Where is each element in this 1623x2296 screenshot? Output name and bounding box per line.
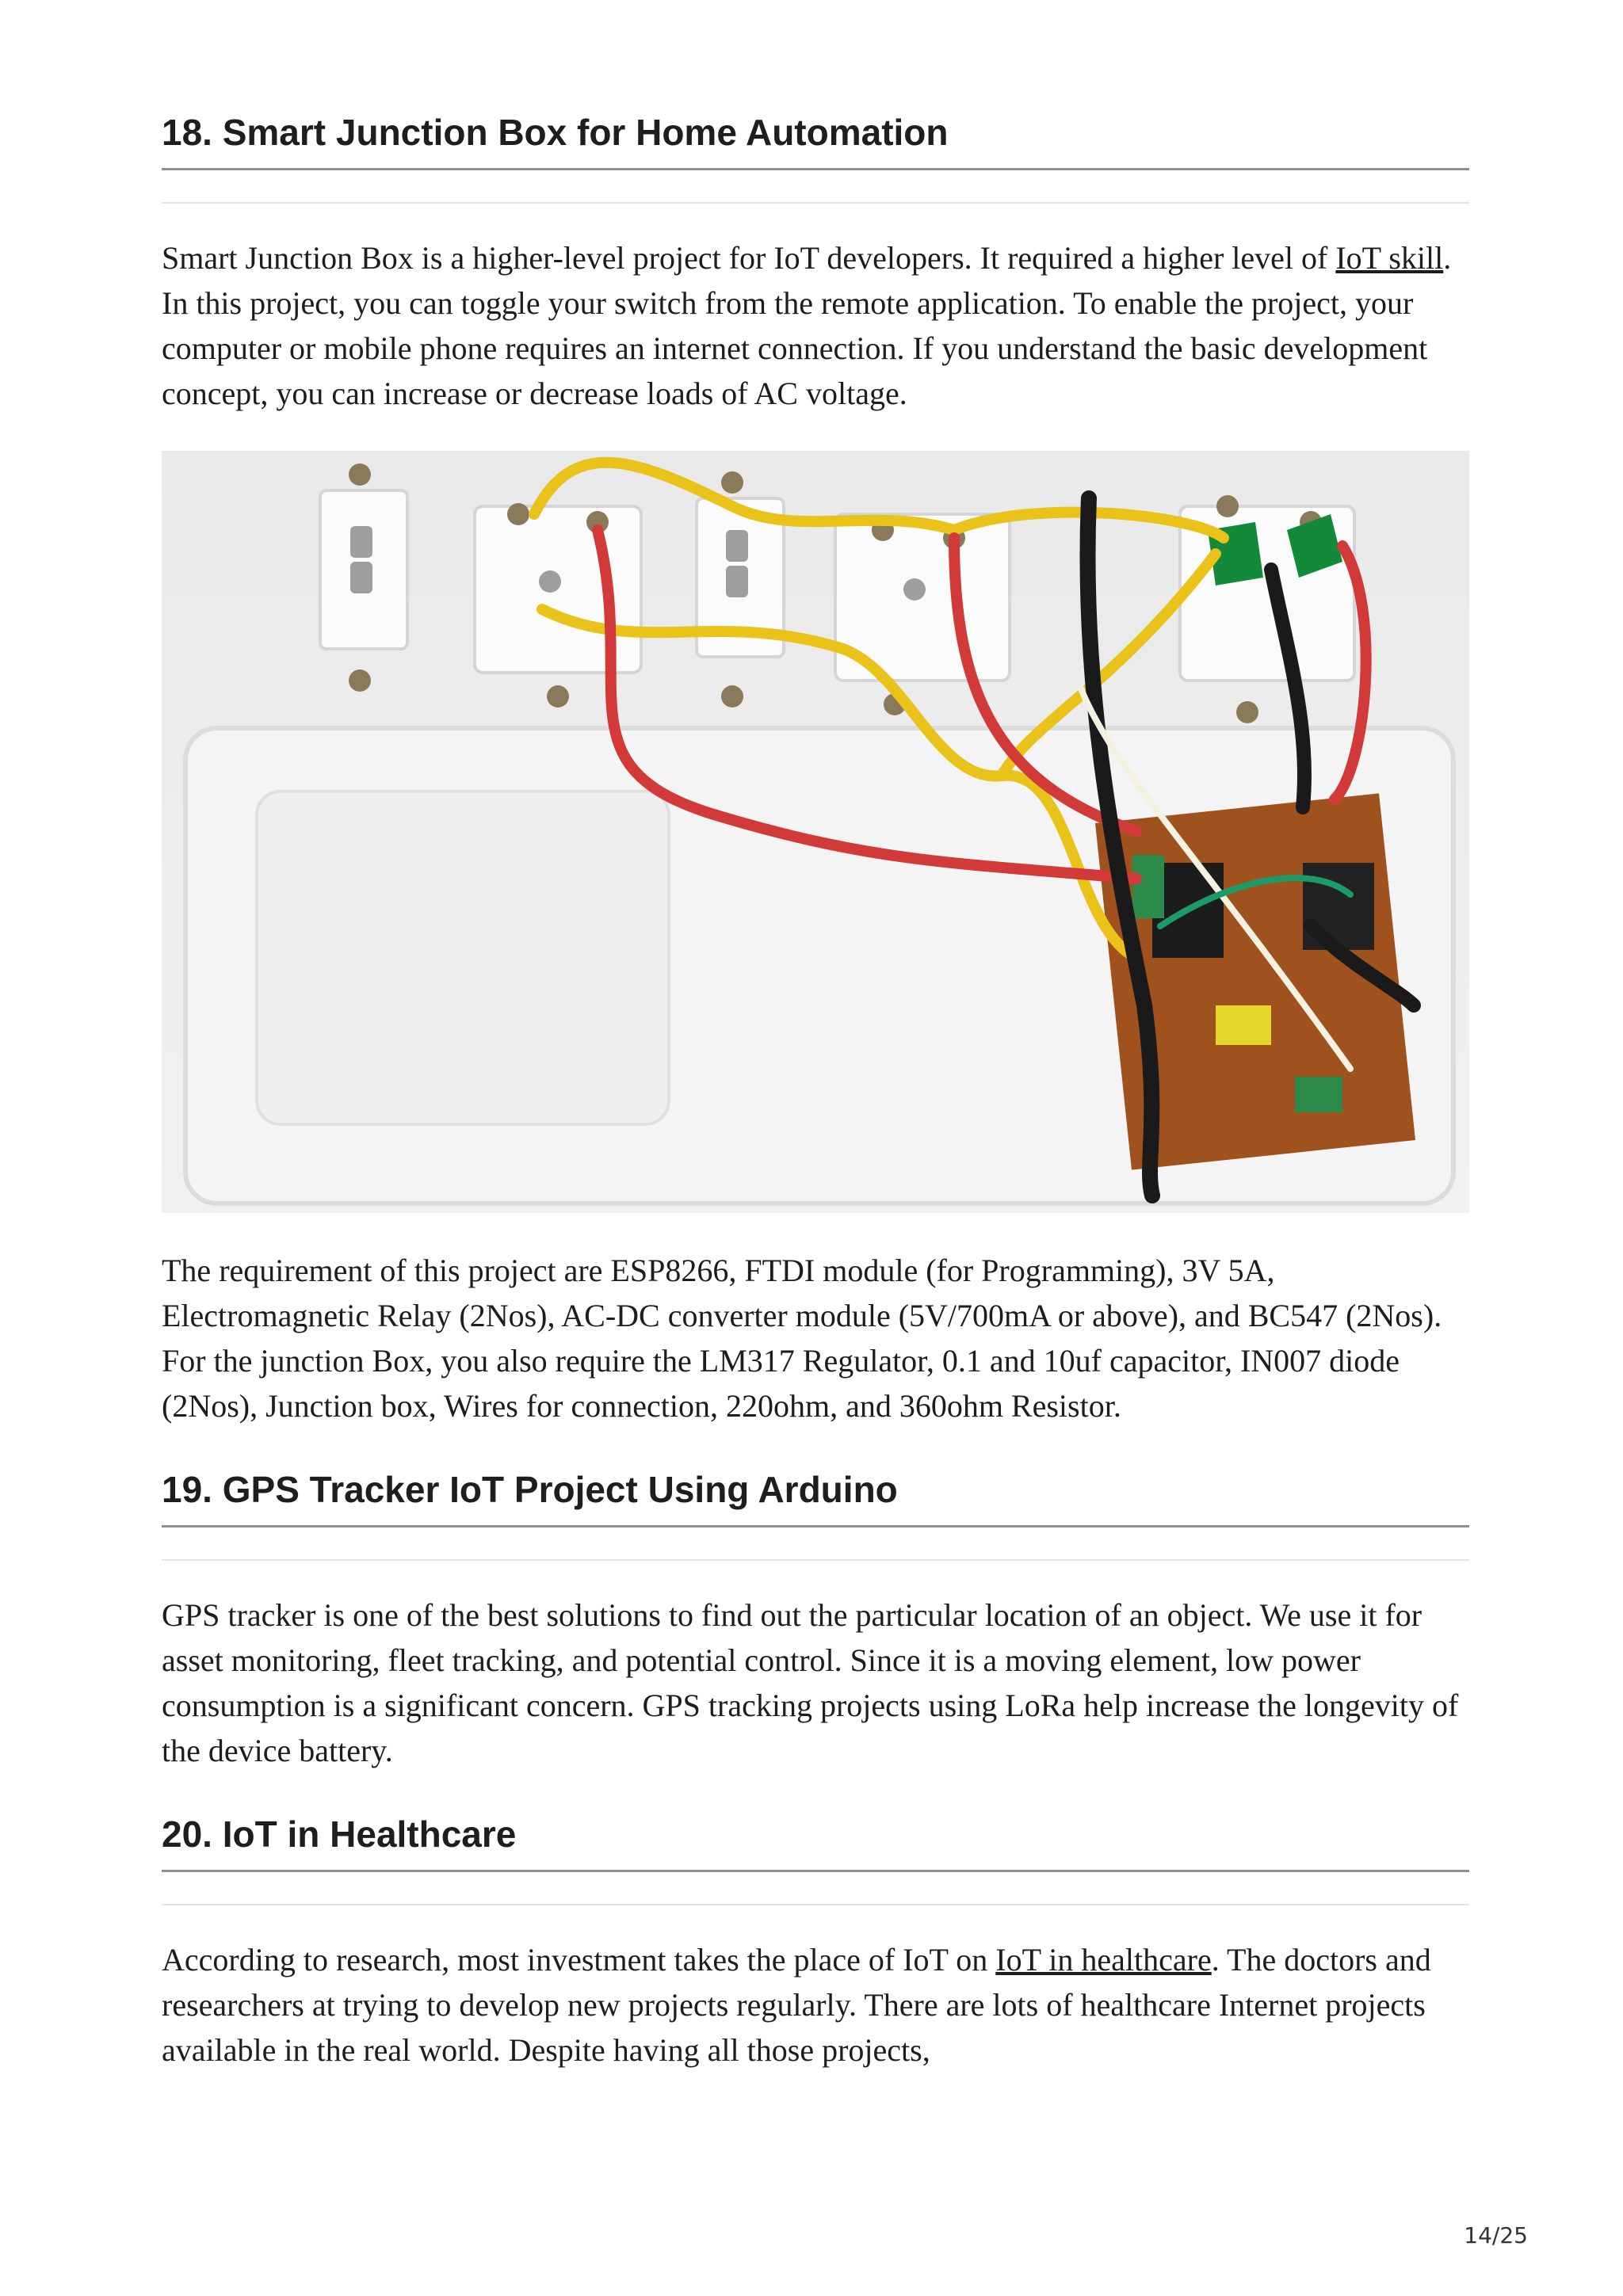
text: According to research, most investment takes the place of IoT on bbox=[162, 1942, 996, 1978]
section-heading-20: 20. IoT in Healthcare bbox=[162, 1811, 1469, 1872]
iot-in-healthcare-link[interactable]: IoT in healthcare bbox=[995, 1942, 1212, 1978]
paragraph bbox=[162, 235, 1469, 416]
paragraph bbox=[162, 1937, 1469, 2073]
text: Smart Junction Box is a higher-level project for IoT developers. It required a higher level of bbox=[162, 240, 1336, 276]
divider bbox=[162, 202, 1469, 204]
text: . In this project, you can toggle your switch from the remote application. To enable the project, your computer or mobile phone requires an internet connection. If you understand the basic development concept, you can increase or decrease loads of AC voltage. bbox=[162, 240, 1452, 411]
page-number: 14/25 bbox=[1464, 2222, 1528, 2248]
text: . The doctors and researchers at trying to develop new projects regularly. There are lots of healthcare Internet projects available in the real world. Despite having all those projects, bbox=[162, 1942, 1431, 2068]
article-content bbox=[162, 109, 1469, 2073]
paragraph: The requirement of this project are ESP8266, FTDI module (for Programming), 3V 5A, Electromagnetic Relay (2Nos), AC-DC converter module (5V/700mA or above), and BC547 (2Nos). For the junction Box, you also require the LM317 Regulator, 0.1 and 10uf capacitor, IN007 diode (2Nos), Junction box, Wires for connection, 220ohm, and 360ohm Resistor. bbox=[162, 1253, 1442, 1424]
divider bbox=[162, 1904, 1469, 1905]
section-heading-18: 18. Smart Junction Box for Home Automation bbox=[162, 109, 1469, 170]
iot-skill-link[interactable]: IoT skill bbox=[1335, 240, 1444, 276]
paragraph: GPS tracker is one of the best solutions to find out the particular location of an object. We use it for asset monitoring, fleet tracking, and potential control. Since it is a moving element, low power consumption is a significant concern. GPS tracking projects using LoRa help increase the longevity of the device battery. bbox=[162, 1597, 1459, 1768]
junction-box-photo bbox=[162, 451, 1469, 1213]
divider bbox=[162, 1559, 1469, 1561]
section-heading-19: 19. GPS Tracker IoT Project Using Arduino bbox=[162, 1466, 1469, 1527]
